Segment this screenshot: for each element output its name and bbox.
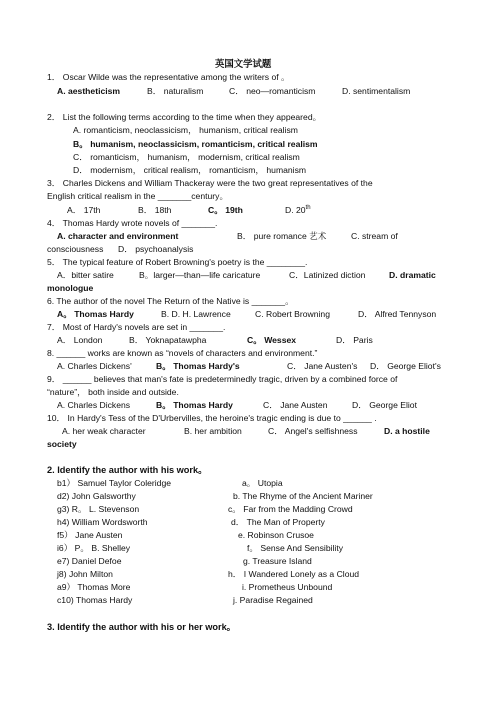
match-right-7: g. Treasure Island xyxy=(243,556,312,566)
q10-option-d-continued: society xyxy=(47,439,77,449)
q10-option-d: D. a hostile xyxy=(384,426,430,436)
q4-stem: 4． Thomas Hardy wrote novels of _______. xyxy=(47,218,218,228)
match-right-10: j. Paradise Regained xyxy=(233,595,313,605)
match-left-4: h4) William Wordsworth xyxy=(57,517,148,527)
q6-option-b: B. D. H. Lawrence xyxy=(161,309,231,319)
match-right-6: f。 Sense And Sensibility xyxy=(247,543,344,553)
q9-option-b: B。 Thomas Hardy xyxy=(156,400,233,410)
q3-option-d: D. 20th xyxy=(285,205,311,215)
match-left-6: i6） P。 B. Shelley xyxy=(57,543,131,553)
q9-stem-line2: “nature”， both inside and outside. xyxy=(47,387,179,397)
q7-option-c: C。 Wessex xyxy=(247,335,297,345)
q8-option-c: C． Jane Austen's xyxy=(287,361,358,371)
q1-option-d: D. sentimentalism xyxy=(342,86,411,96)
match-left-9: a9） Thomas More xyxy=(57,582,131,592)
q8-stem: 8. ______ works are known as “novels of characters and environment.” xyxy=(47,348,318,358)
match-left-5: f5） Jane Austen xyxy=(57,530,123,540)
match-left-7: e7) Daniel Defoe xyxy=(57,556,122,566)
q4-option-c: C. stream of xyxy=(351,231,398,241)
match-left-2: d2) John Galsworthy xyxy=(57,491,136,501)
page-title: 英国文学试题 xyxy=(215,58,272,69)
match-right-9: i. Prometheus Unbound xyxy=(242,582,333,592)
match-left-1: b1） Samuel Taylor Coleridge xyxy=(57,478,172,488)
match-right-8: h． I Wandered Lonely as a Cloud xyxy=(228,569,360,579)
q3-option-b: B． 18th xyxy=(138,205,172,215)
q7-stem: 7． Most of Hardy's novels are set in _______. xyxy=(47,322,226,332)
q5-option-a: A．bitter satire xyxy=(57,270,114,280)
q6-option-d: D． Alfred Tennyson xyxy=(358,309,437,319)
q4-option-c-continued: consciousness xyxy=(47,244,104,254)
q5-option-d-continued: monologue xyxy=(47,283,94,293)
q10-option-c: C． Angel's selfishness xyxy=(268,426,358,436)
q9-option-c: C． Jane Austen xyxy=(263,400,328,410)
q7-option-d: D． Paris xyxy=(336,335,373,345)
q4-option-d: D． psychoanalysis xyxy=(118,244,194,254)
q7-option-a: A． London xyxy=(57,335,103,345)
q2-option-b: B。 humanism, neoclassicism, romanticism, critical realism xyxy=(73,139,318,149)
match-left-10: c10) Thomas Hardy xyxy=(57,595,133,605)
q3-option-a: A． 17th xyxy=(67,205,101,215)
q9-stem-line1: 9． ______ believes that man's fate is predeterminedly tragic, driven by a combined force of xyxy=(47,374,398,384)
q4-option-b: B． pure romance 艺术 xyxy=(237,231,327,241)
q10-option-b: B. her ambition xyxy=(184,426,242,436)
q10-stem: 10． In Hardy's Tess of the D'Urbervilles, the heroine's tragic ending is due to ______ . xyxy=(47,413,377,423)
q4-option-a: A. character and environment xyxy=(57,231,179,241)
q1-option-c: C． neo—romanticism xyxy=(229,86,316,96)
match-right-4: d． The Man of Property xyxy=(231,517,325,527)
q2-stem: 2． List the following terms according to the time when they appeared。 xyxy=(47,112,322,122)
q5-option-d: D. dramatic xyxy=(389,270,436,280)
q1-option-b: B． naturalism xyxy=(147,86,204,96)
match-right-3: c。 Far from the Madding Crowd xyxy=(228,504,353,514)
q3-stem-line2: English critical realism in the _______century。 xyxy=(47,191,229,201)
match-right-1: a。 Utopia xyxy=(242,478,283,488)
match-right-5: e. Robinson Crusoe xyxy=(238,530,314,540)
q2-option-a: A. romanticism, neoclassicism， humanism, critical realism xyxy=(73,125,298,135)
q9-option-d: D． George Eliot xyxy=(352,400,417,410)
q3-stem-line1: 3． Charles Dickens and William Thackeray were the two great representatives of the xyxy=(47,178,373,188)
q10-option-a: A. her weak character xyxy=(62,426,146,436)
section3-heading: 3. Identify the author with his or her work。 xyxy=(47,622,236,632)
q8-option-b: B。 Thomas Hardy's xyxy=(156,361,240,371)
q9-option-a: A. Charles Dickens xyxy=(57,400,131,410)
match-left-8: j8) John Milton xyxy=(57,569,113,579)
q6-option-a: A。 Thomas Hardy xyxy=(57,309,134,319)
match-left-3: g3) R。 L. Stevenson xyxy=(57,504,140,514)
section2-heading: 2. Identify the author with his work。 xyxy=(47,465,208,475)
q2-option-c: C． romanticism， humanism， modernism, critical realism xyxy=(73,152,300,162)
q2-option-d: D． modernism， critical realism， romanticism， humanism xyxy=(73,165,307,175)
match-right-2: b. The Rhyme of the Ancient Mariner xyxy=(233,491,373,501)
q1-stem: 1． Oscar Wilde was the representative among the writers of 。 xyxy=(47,72,290,82)
q7-option-b: B． Yoknapatawpha xyxy=(129,335,207,345)
q5-option-b: B。larger—than—life caricature xyxy=(139,270,261,280)
q8-option-d: D． George Eliot's xyxy=(370,361,441,371)
q8-option-a: A. Charles Dickens' xyxy=(57,361,132,371)
q1-option-a: A. aestheticism xyxy=(57,86,121,96)
q6-option-c: C. Robert Browning xyxy=(255,309,330,319)
q5-stem: 5． The typical feature of Robert Browning's poetry is the ________. xyxy=(47,257,308,267)
q5-option-c: C．Latinized diction xyxy=(289,270,366,280)
q6-stem: 6. The author of the novel The Return of the Native is _______。 xyxy=(47,296,294,306)
q3-option-c: C。 19th xyxy=(208,205,243,215)
